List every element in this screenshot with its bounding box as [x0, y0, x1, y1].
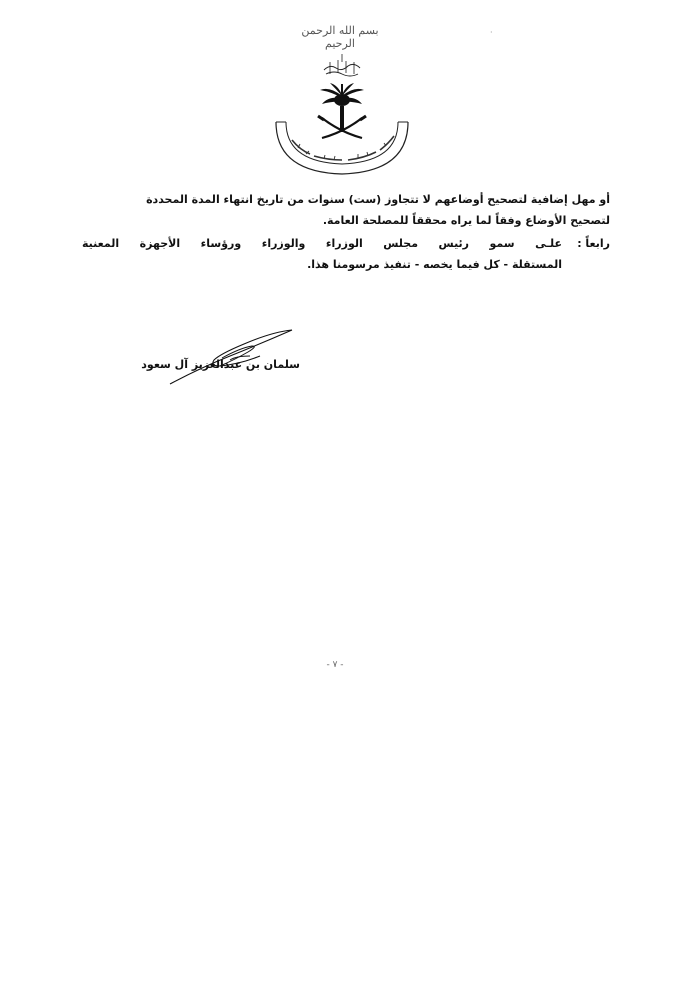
item-label: رابعاً :	[577, 237, 610, 250]
item-line: المستقلة - كل فيما يخصه - تنفيذ مرسومنا هذا.	[307, 258, 562, 271]
item-line: علـى سمو رئيس مجلس الوزراء والوزراء ورؤساء الأجهزة المعنية	[82, 237, 562, 250]
basmala-header: بسم الله الرحمن الرحيم	[301, 24, 379, 50]
royal-emblem-icon	[268, 48, 416, 178]
signer-name: سلمان بن عبدالعزيز آل سعود	[141, 358, 300, 371]
paragraph-line: أو مهل إضافية لتصحيح أوضاعهم لا تتجاوز (ست) سنوات من تاريخ انتهاء المدة المحددة	[146, 193, 610, 206]
motto-calligraphy	[324, 54, 360, 76]
palm-tree-icon	[320, 83, 364, 132]
paragraph-line: لتصحيح الأوضاع وفقاً لما يراه محققاً للمصلحة العامة.	[322, 214, 610, 227]
corner-mark: ·	[490, 28, 493, 37]
page-number: - ٧ -	[326, 660, 344, 670]
handwritten-signature-icon	[160, 326, 300, 388]
paragraph-continuation	[80, 189, 610, 231]
item-body	[82, 233, 562, 275]
